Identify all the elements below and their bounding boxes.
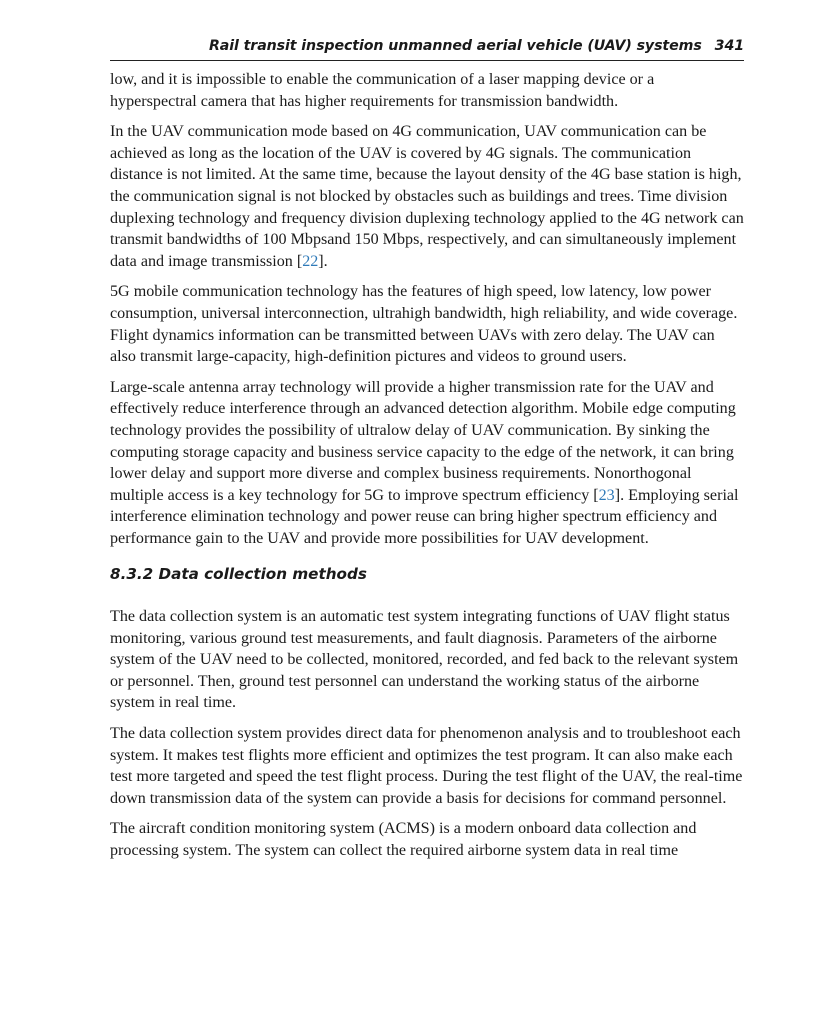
paragraph-text: Large-scale antenna array technology will provide a higher transmission rate for the UAV and effectively reduce interference through an advanced detection algorithm. Mobile edge computing technology provides the possibility of ultralow delay of UAV communication. By sinking the computing storage capacity and business service capacity to the edge of the network, it can bring lower delay and support more diverse and complex business requirements. Nonorthogonal multiple access is a key technology for 5G to improve spectrum efficiency [ — [110, 378, 736, 504]
paragraph-text: ]. — [318, 252, 328, 270]
body-text — [110, 69, 744, 862]
running-head-title: Rail transit inspection unmanned aerial vehicle (UAV) systems — [208, 38, 702, 54]
paragraph: The data collection system is an automatic test system integrating functions of UAV flight status monitoring, various ground test measurements, and fault diagnosis. Parameters of the airborne system of the UAV need to be collected, monitored, recorded, and fed back to the relevant system or personnel. Then, ground test personnel can understand the working status of the airborne system in real time. — [110, 608, 739, 712]
citation-link[interactable]: 23 — [598, 486, 615, 504]
paragraph-text: ]. Employing serial interference elimination technology and power reuse can bring higher spectrum efficiency and performance gain to the UAV and provide more possibilities for UAV development. — [110, 486, 739, 547]
running-head — [110, 38, 744, 61]
book-page — [110, 38, 744, 871]
paragraph — [110, 121, 744, 272]
page-number: 341 — [714, 38, 744, 54]
paragraph: 5G mobile communication technology has the features of high speed, low latency, low power consumption, universal interconnection, ultrahigh bandwidth, high reliability, and wide coverage. Flight dynamics information can be transmitted between UAVs with zero delay. The UAV can also transmit large-capacity, high-definition pictures and videos to ground users. — [110, 283, 738, 366]
paragraph: The data collection system provides direct data for phenomenon analysis and to troubleshoot each system. It makes test flights more efficient and optimizes the test program. It can also make each test more targeted and speed the test flight process. During the test flight of the UAV, the real-time down transmission data of the system can provide a basis for decisions for command personnel. — [110, 725, 743, 807]
citation-link[interactable]: 22 — [302, 252, 319, 270]
section-heading: 8.3.2 Data collection methods — [110, 565, 367, 584]
paragraph-text: In the UAV communication mode based on 4G communication, UAV communication can be achieved as long as the location of the UAV is covered by 4G signals. The communication distance is not limited. At the same time, because the layout density of the 4G base station is high, the communication signal is not blocked by obstacles such as buildings and trees. Time division duplexing technology and frequency division duplexing technology applied to the 4G network can transmit bandwidths of 100 Mbpsand 150 Mbps, respectively, and can simultaneously implement data and image transmission [ — [110, 123, 744, 270]
paragraph: low, and it is impossible to enable the communication of a laser mapping device or a hyperspectral camera that has higher requirements for transmission bandwidth. — [110, 71, 655, 110]
paragraph — [110, 377, 744, 550]
paragraph: The aircraft condition monitoring system (ACMS) is a modern onboard data collection and processing system. The system can collect the required airborne system data in real time — [110, 820, 697, 859]
